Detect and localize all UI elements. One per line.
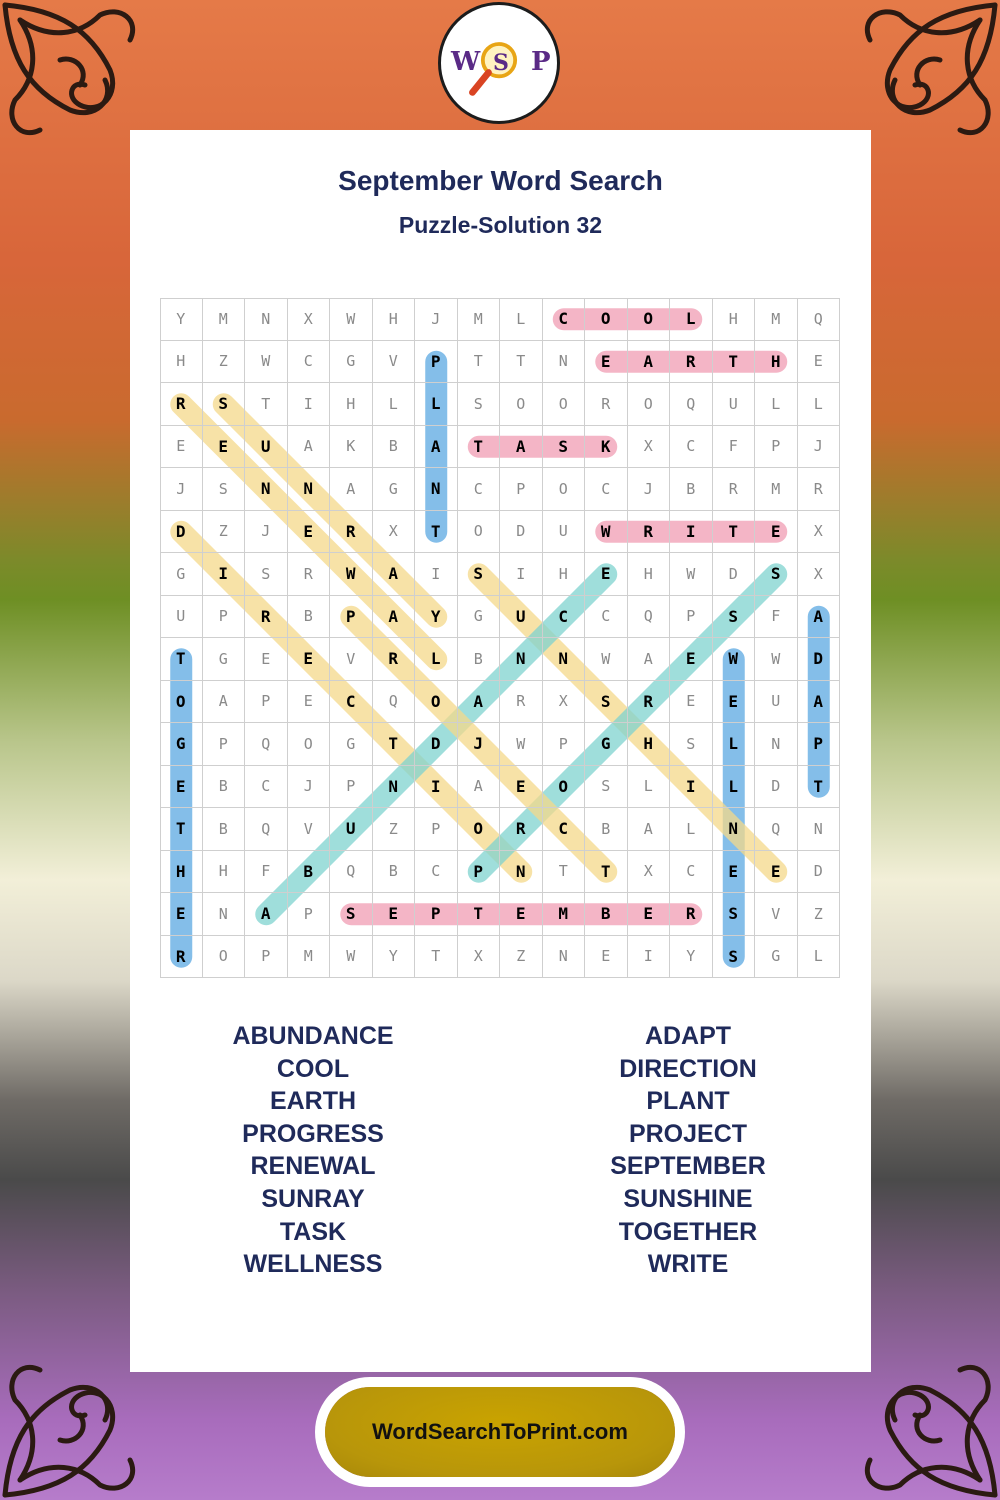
grid-cell: U — [160, 596, 203, 639]
grid-cell: O — [628, 298, 671, 341]
word-list-item: SUNSHINE — [623, 1184, 753, 1213]
grid-cell: W — [330, 553, 373, 596]
grid-cell: V — [755, 893, 798, 936]
grid-cell: S — [585, 681, 628, 724]
grid-cell: C — [245, 766, 288, 809]
grid-cell: T — [160, 808, 203, 851]
grid-cell: I — [500, 553, 543, 596]
grid-cell: H — [330, 383, 373, 426]
grid-cell: A — [203, 681, 246, 724]
grid-cell: S — [543, 426, 586, 469]
grid-cell: Q — [373, 681, 416, 724]
grid-cell: E — [670, 638, 713, 681]
grid-cell: C — [543, 298, 586, 341]
grid-cell: D — [713, 553, 756, 596]
grid-cell: G — [458, 596, 501, 639]
grid-cell: Y — [415, 596, 458, 639]
grid-cell: E — [373, 893, 416, 936]
grid-cell: X — [543, 681, 586, 724]
word-list-item: SEPTEMBER — [610, 1152, 766, 1181]
grid-cell: L — [713, 766, 756, 809]
website-footer-button[interactable] — [325, 1387, 675, 1477]
grid-cell: S — [670, 723, 713, 766]
grid-cell: S — [585, 766, 628, 809]
grid-cell: G — [330, 341, 373, 384]
grid-cell: N — [755, 723, 798, 766]
grid-cell: B — [670, 468, 713, 511]
grid-cell: W — [713, 638, 756, 681]
grid-cell: N — [713, 808, 756, 851]
grid-cell: C — [415, 851, 458, 894]
grid-cell: N — [415, 468, 458, 511]
grid-cell: Q — [245, 723, 288, 766]
word-list-item: PROGRESS — [242, 1119, 384, 1148]
word-list-item: ABUNDANCE — [232, 1022, 394, 1050]
grid-cell: H — [628, 553, 671, 596]
grid-cell: F — [245, 851, 288, 894]
grid-cell: K — [330, 426, 373, 469]
grid-cell: M — [755, 298, 798, 341]
grid-cell: O — [458, 808, 501, 851]
grid-cell: M — [755, 468, 798, 511]
grid-cell: N — [543, 936, 586, 979]
grid-cell: Y — [373, 936, 416, 979]
grid-cell: Q — [245, 808, 288, 851]
logo-letter-p: P — [531, 47, 551, 77]
grid-cell: X — [458, 936, 501, 979]
grid-cell: Z — [203, 511, 246, 554]
grid-cell: G — [160, 553, 203, 596]
grid-cell: M — [288, 936, 331, 979]
grid-cell: P — [203, 723, 246, 766]
grid-cell: Q — [755, 808, 798, 851]
grid-cell: A — [330, 468, 373, 511]
grid-cell: C — [458, 468, 501, 511]
grid-cell: E — [713, 681, 756, 724]
grid-cell: O — [203, 936, 246, 979]
grid-cell: F — [713, 426, 756, 469]
grid-cell: B — [373, 851, 416, 894]
grid-cell: E — [755, 851, 798, 894]
grid-cell: E — [288, 681, 331, 724]
grid-cell: H — [373, 298, 416, 341]
grid-cell: T — [415, 511, 458, 554]
grid-cell: U — [713, 383, 756, 426]
grid-cell: N — [245, 298, 288, 341]
grid-cell: L — [798, 936, 841, 979]
grid-cell: L — [415, 383, 458, 426]
grid-cell: R — [500, 681, 543, 724]
grid-cell: O — [500, 383, 543, 426]
grid-cell: C — [670, 851, 713, 894]
grid-cell: E — [585, 341, 628, 384]
grid-cell: E — [500, 766, 543, 809]
grid-cell: X — [373, 511, 416, 554]
grid-cell: E — [288, 638, 331, 681]
grid-cell: Q — [798, 298, 841, 341]
grid-cell: H — [755, 341, 798, 384]
grid-cell: L — [670, 808, 713, 851]
grid-cell: T — [585, 851, 628, 894]
grid-cell: P — [245, 936, 288, 979]
grid-cell: Q — [670, 383, 713, 426]
grid-cell: M — [203, 298, 246, 341]
grid-cell: N — [500, 851, 543, 894]
grid-cell: R — [798, 468, 841, 511]
grid-cell: R — [713, 468, 756, 511]
grid-cell: Z — [798, 893, 841, 936]
grid-cell: Q — [330, 851, 373, 894]
grid-cell: B — [288, 596, 331, 639]
grid-cell: L — [500, 298, 543, 341]
grid-cell: T — [500, 341, 543, 384]
grid-cell: K — [585, 426, 628, 469]
grid-cell: N — [373, 766, 416, 809]
grid-cell: J — [245, 511, 288, 554]
grid-cell: R — [670, 341, 713, 384]
grid-cell: Z — [500, 936, 543, 979]
page-title: September Word Search — [338, 165, 663, 196]
grid-cell: R — [245, 596, 288, 639]
grid-cell: G — [160, 723, 203, 766]
grid-cell: S — [458, 553, 501, 596]
grid-cell: E — [585, 553, 628, 596]
word-list-right — [538, 1020, 838, 1281]
word-list-item: PROJECT — [628, 1119, 748, 1148]
grid-cell: P — [330, 596, 373, 639]
grid-cell: W — [755, 638, 798, 681]
grid-cell: E — [160, 893, 203, 936]
grid-cell: P — [798, 723, 841, 766]
grid-cell: E — [203, 426, 246, 469]
grid-cell: X — [628, 851, 671, 894]
grid-cell: M — [543, 893, 586, 936]
grid-cell: D — [500, 511, 543, 554]
grid-cell: S — [713, 936, 756, 979]
grid-cell: J — [458, 723, 501, 766]
grid-cell: Z — [203, 341, 246, 384]
grid-cell: J — [288, 766, 331, 809]
grid-cell: R — [160, 936, 203, 979]
grid-cell: A — [798, 681, 841, 724]
grid-cell: A — [458, 766, 501, 809]
grid-cell: P — [203, 596, 246, 639]
grid-cell: A — [245, 893, 288, 936]
grid-cell: C — [670, 426, 713, 469]
word-list-item: WELLNESS — [243, 1250, 383, 1279]
grid-cell: E — [500, 893, 543, 936]
logo-letter-s: S — [493, 50, 509, 76]
grid-cell: I — [670, 511, 713, 554]
grid-cell: C — [543, 596, 586, 639]
grid-cell: U — [330, 808, 373, 851]
grid-cell: A — [458, 681, 501, 724]
grid-cell: D — [798, 851, 841, 894]
grid-cell: G — [330, 723, 373, 766]
wsp-logo — [438, 2, 560, 124]
grid-cell: T — [798, 766, 841, 809]
grid-cell: T — [458, 341, 501, 384]
grid-cell: S — [245, 553, 288, 596]
grid-cell: R — [585, 383, 628, 426]
grid-cell: U — [543, 511, 586, 554]
grid-cell: R — [288, 553, 331, 596]
grid-cell: R — [330, 511, 373, 554]
grid-cell: N — [798, 808, 841, 851]
word-list-item: DIRECTION — [619, 1054, 757, 1083]
grid-cell: A — [500, 426, 543, 469]
grid-cell: D — [798, 638, 841, 681]
word-list-left — [163, 1020, 463, 1281]
grid-cell: H — [203, 851, 246, 894]
grid-cell: O — [415, 681, 458, 724]
grid-cell: O — [585, 298, 628, 341]
grid-cell: E — [160, 426, 203, 469]
grid-cell: G — [585, 723, 628, 766]
grid-cell: P — [415, 808, 458, 851]
grid-cell: S — [203, 468, 246, 511]
grid-cell: J — [798, 426, 841, 469]
grid-cell: Z — [373, 808, 416, 851]
grid-cell: T — [458, 893, 501, 936]
grid-cell: N — [500, 638, 543, 681]
grid-cell: O — [628, 383, 671, 426]
grid-cell: P — [500, 468, 543, 511]
grid-cell: N — [203, 893, 246, 936]
grid-cell: P — [288, 893, 331, 936]
grid-cell: B — [585, 893, 628, 936]
word-list-item: EARTH — [269, 1087, 357, 1116]
grid-cell: R — [500, 808, 543, 851]
grid-cell: I — [203, 553, 246, 596]
word-list-item: TASK — [279, 1217, 347, 1246]
grid-cell: R — [628, 681, 671, 724]
grid-cell: A — [288, 426, 331, 469]
grid-cell: C — [585, 468, 628, 511]
grid-cell: H — [628, 723, 671, 766]
website-link[interactable]: WordSearchToPrint.com — [372, 1419, 628, 1444]
grid-cell: V — [373, 341, 416, 384]
grid-cell: T — [415, 936, 458, 979]
word-list-item: RENEWAL — [250, 1152, 376, 1181]
grid-cell: O — [160, 681, 203, 724]
grid-cell: E — [755, 511, 798, 554]
grid-cell: E — [628, 893, 671, 936]
grid-cell: C — [585, 596, 628, 639]
grid-cell: T — [245, 383, 288, 426]
grid-cell: O — [543, 468, 586, 511]
word-list-item: PLANT — [646, 1087, 730, 1116]
grid-cell: R — [628, 511, 671, 554]
grid-cell: V — [330, 638, 373, 681]
grid-cell: N — [245, 468, 288, 511]
grid-cell: S — [203, 383, 246, 426]
grid-cell: B — [288, 851, 331, 894]
grid-cell: B — [585, 808, 628, 851]
grid-cell: G — [373, 468, 416, 511]
grid-cell: C — [543, 808, 586, 851]
grid-cell: R — [670, 893, 713, 936]
word-search-grid — [160, 298, 840, 978]
grid-cell: O — [543, 383, 586, 426]
grid-cell: H — [713, 298, 756, 341]
grid-cell: M — [458, 298, 501, 341]
grid-cell: I — [628, 936, 671, 979]
word-list-item: WRITE — [647, 1250, 729, 1279]
grid-cell: A — [628, 638, 671, 681]
grid-cell: Q — [628, 596, 671, 639]
grid-cell: L — [628, 766, 671, 809]
grid-cell: W — [330, 936, 373, 979]
grid-cell: B — [458, 638, 501, 681]
grid-cell: N — [543, 638, 586, 681]
grid-cell: E — [245, 638, 288, 681]
grid-cell: E — [160, 766, 203, 809]
grid-cell: T — [713, 341, 756, 384]
page-subtitle: Puzzle-Solution 32 — [398, 212, 603, 238]
grid-cell: E — [670, 681, 713, 724]
grid-cell: J — [628, 468, 671, 511]
grid-cell: A — [415, 426, 458, 469]
grid-cell: D — [755, 766, 798, 809]
grid-cell: T — [373, 723, 416, 766]
grid-cell: P — [543, 723, 586, 766]
grid-cell: H — [160, 341, 203, 384]
grid-cell: T — [713, 511, 756, 554]
grid-cell: B — [373, 426, 416, 469]
grid-cell: N — [288, 468, 331, 511]
grid-cell: X — [798, 511, 841, 554]
logo-letter-w: W — [451, 47, 481, 77]
grid-cell: G — [755, 936, 798, 979]
grid-cell: P — [415, 893, 458, 936]
grid-cell: P — [670, 596, 713, 639]
grid-cell: W — [670, 553, 713, 596]
grid-cell: S — [458, 383, 501, 426]
word-list-item: COOL — [276, 1054, 350, 1083]
grid-cell: E — [713, 851, 756, 894]
grid-cell: T — [543, 851, 586, 894]
grid-cell: V — [288, 808, 331, 851]
grid-cell: H — [160, 851, 203, 894]
word-list-item: SUNRAY — [261, 1184, 365, 1213]
grid-cell: J — [160, 468, 203, 511]
grid-cell: A — [628, 808, 671, 851]
grid-cell: P — [245, 681, 288, 724]
grid-cell: X — [798, 553, 841, 596]
grid-cell: W — [500, 723, 543, 766]
word-list-item: ADAPT — [644, 1022, 732, 1050]
grid-cell: D — [415, 723, 458, 766]
grid-cell: C — [330, 681, 373, 724]
grid-cell: S — [713, 893, 756, 936]
grid-cell: I — [670, 766, 713, 809]
grid-cell: I — [288, 383, 331, 426]
grid-cell: F — [755, 596, 798, 639]
grid-cell: P — [458, 851, 501, 894]
grid-cell: Y — [670, 936, 713, 979]
grid-cell: B — [203, 766, 246, 809]
grid-cell: E — [585, 936, 628, 979]
grid-cell: L — [415, 638, 458, 681]
grid-cell: L — [670, 298, 713, 341]
grid-cell: P — [415, 341, 458, 384]
grid-cell: P — [755, 426, 798, 469]
grid-cell: O — [288, 723, 331, 766]
grid-cell: S — [755, 553, 798, 596]
grid-cell: W — [585, 638, 628, 681]
grid-cell: B — [203, 808, 246, 851]
grid-cell: U — [755, 681, 798, 724]
grid-cell: A — [373, 553, 416, 596]
grid-cell: L — [373, 383, 416, 426]
grid-cell: Y — [160, 298, 203, 341]
grid-cell: R — [160, 383, 203, 426]
grid-cell: T — [458, 426, 501, 469]
grid-cell: S — [713, 596, 756, 639]
grid-cell: D — [160, 511, 203, 554]
grid-cell: X — [628, 426, 671, 469]
grid-cell: E — [288, 511, 331, 554]
grid-cell: A — [373, 596, 416, 639]
grid-cell: A — [628, 341, 671, 384]
grid-cell: C — [288, 341, 331, 384]
grid-cell: W — [245, 341, 288, 384]
word-list-item: TOGETHER — [618, 1217, 758, 1246]
grid-cell: N — [543, 341, 586, 384]
grid-cell: W — [330, 298, 373, 341]
grid-cell: R — [373, 638, 416, 681]
grid-cell: O — [543, 766, 586, 809]
grid-cell: I — [415, 553, 458, 596]
grid-cell: U — [500, 596, 543, 639]
grid-cell: P — [330, 766, 373, 809]
grid-cell: L — [755, 383, 798, 426]
grid-cell: U — [245, 426, 288, 469]
grid-cell: J — [415, 298, 458, 341]
grid-cell: X — [288, 298, 331, 341]
grid-cell: G — [203, 638, 246, 681]
grid-cell: W — [585, 511, 628, 554]
grid-cell: L — [798, 383, 841, 426]
grid-cell: T — [160, 638, 203, 681]
grid-cell: O — [458, 511, 501, 554]
grid-cell: H — [543, 553, 586, 596]
grid-cell: I — [415, 766, 458, 809]
grid-cell: S — [330, 893, 373, 936]
grid-cell: E — [798, 341, 841, 384]
grid-cell: L — [713, 723, 756, 766]
grid-cell: A — [798, 596, 841, 639]
